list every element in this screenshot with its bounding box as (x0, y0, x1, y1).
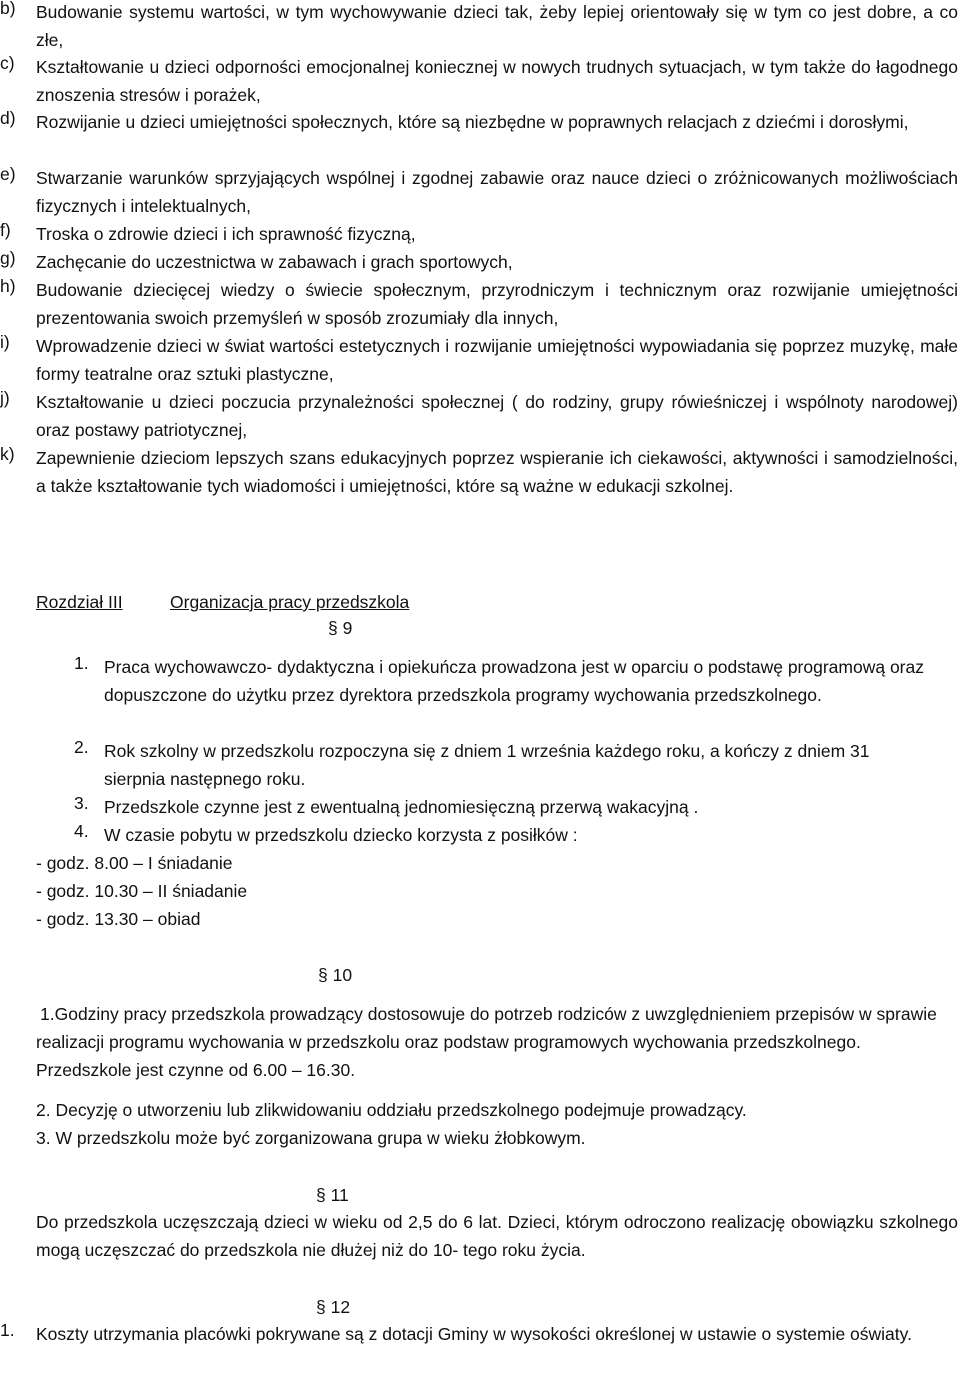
list-item-label: g) (0, 248, 16, 268)
list-item-text: Wprowadzenie dzieci w świat wartości estetycznych i rozwijanie umiejętności wypowiadania się poprzez muzykę, małe formy teatralne oraz sztuki plastyczne, (36, 336, 958, 384)
meal-line: - godz. 13.30 – obiad (36, 909, 201, 929)
list-item-g (0, 248, 958, 276)
list-item-label: j) (0, 388, 10, 408)
list-item-i (0, 332, 958, 388)
list-item-f (0, 220, 958, 248)
list-item-text: Troska o zdrowie dzieci i ich sprawność fizyczną, (36, 224, 416, 244)
item-text: Rok szkolny w przedszkolu rozpoczyna się z dniem 1 września każdego roku, a kończy z dniem 31 sierpnia następnego roku. (104, 741, 870, 789)
item-number: 3. (74, 793, 89, 813)
list-item-label: c) (0, 53, 15, 73)
list-item-label: i) (0, 332, 10, 352)
list-item-text: Kształtowanie u dzieci poczucia przynależności społecznej ( do rodziny, grupy rówieśniczej i wspólnoty narodowej) oraz postawy patriotycznej, (36, 392, 958, 440)
list-item-e (0, 164, 958, 220)
list-item-text: Budowanie systemu wartości, w tym wychowywanie dzieci tak, żeby lepiej orientowały się w tym co jest dobre, a co złe, (36, 2, 958, 50)
item-text: W czasie pobytu w przedszkolu dziecko korzysta z posiłków : (104, 825, 578, 845)
section-9-item-4 (74, 821, 934, 849)
section-12-sign: § 12 (316, 1297, 351, 1317)
section-11-sign: § 11 (316, 1185, 349, 1205)
meal-line: - godz. 8.00 – I śniadanie (36, 853, 233, 873)
list-item-b (0, 0, 958, 54)
section-10-paragraph-3: 3. W przedszkolu może być zorganizowana grupa w wieku żłobkowym. (36, 1128, 586, 1148)
list-item-label: h) (0, 276, 16, 296)
item-number: 2. (74, 737, 89, 757)
item-number: 1. (0, 1320, 15, 1340)
item-number: 1. (74, 653, 89, 673)
section-10-paragraph-2: 2. Decyzję o utworzeniu lub zlikwidowaniu oddziału przedszkolnego podejmuje prowadzący. (36, 1100, 747, 1120)
list-item-c (0, 53, 958, 109)
list-item-j (0, 388, 958, 444)
item-text: Przedszkole czynne jest z ewentualną jednomiesięczną przerwą wakacyjną . (104, 797, 699, 817)
section-10-sign: § 10 (318, 965, 353, 985)
list-item-d (0, 108, 958, 136)
list-item-label: k) (0, 444, 15, 464)
chapter-number: Rozdział III (36, 592, 123, 612)
section-11-text: Do przedszkola uczęszczają dzieci w wieku od 2,5 do 6 lat. Dzieci, którym odroczono realizację obowiązku szkolnego mogą uczęszczać do przedszkola nie dłużej niż do 10- tego roku życia. (36, 1212, 958, 1260)
meal-line: - godz. 10.30 – II śniadanie (36, 881, 248, 901)
list-item-label: b) (0, 0, 16, 18)
list-item-label: d) (0, 108, 16, 128)
list-item-text: Stwarzanie warunków sprzyjających wspólnej i zgodnej zabawie oraz nauce dzieci o zróżnicowanych możliwościach fizycznych i intelektualnych, (36, 168, 958, 216)
item-text: Koszty utrzymania placówki pokrywane są z dotacji Gminy w wysokości określonej w ustawie o systemie oświaty. (36, 1324, 912, 1344)
list-item-text: Rozwijanie u dzieci umiejętności społecznych, które są niezbędne w poprawnych relacjach z dziećmi i dorosłymi, (36, 112, 909, 132)
item-number: 4. (74, 821, 89, 841)
list-item-label: e) (0, 164, 16, 184)
list-item-k (0, 444, 958, 500)
section-10-paragraph-1: 1.Godziny pracy przedszkola prowadzący dostosowuje do potrzeb rodziców z uwzględnieniem przepisów w sprawie realizacji programu wychowania w przedszkolu oraz podstaw programowych wychowania przedszkolnego. Przedszkole jest czynne od 6.00 – 16.30. (36, 1004, 937, 1080)
list-item-text: Kształtowanie u dzieci odporności emocjonalnej koniecznej w nowych trudnych sytuacjach, w tym także do łagodnego znoszenia stresów i porażek, (36, 57, 958, 105)
list-item-text: Zapewnienie dzieciom lepszych szans edukacyjnych poprzez wspieranie ich ciekawości, aktywności i samodzielności, a także kształtowanie tych wiadomości i umiejętności, które są ważne w edukacji szkolnej. (36, 448, 958, 496)
section-9-item-3 (74, 793, 934, 821)
section-12-item-1 (0, 1320, 958, 1348)
section-9-item-2 (74, 737, 934, 793)
list-item-label: f) (0, 220, 11, 240)
section-9-sign: § 9 (328, 618, 353, 638)
list-item-text: Budowanie dziecięcej wiedzy o świecie społecznym, przyrodniczym i technicznym oraz rozwijanie umiejętności prezentowania swoich przemyśleń w sposób zrozumiały dla innych, (36, 280, 958, 328)
item-text: Praca wychowawczo- dydaktyczna i opiekuńcza prowadzona jest w oparciu o podstawę programową oraz dopuszczone do użytku przez dyrektora przedszkola programy wychowania przedszkolnego. (104, 657, 924, 705)
section-9-item-1 (74, 653, 934, 709)
list-item-h (0, 276, 958, 332)
list-item-text: Zachęcanie do uczestnictwa w zabawach i grach sportowych, (36, 252, 513, 272)
chapter-title: Organizacja pracy przedszkola (170, 592, 410, 612)
